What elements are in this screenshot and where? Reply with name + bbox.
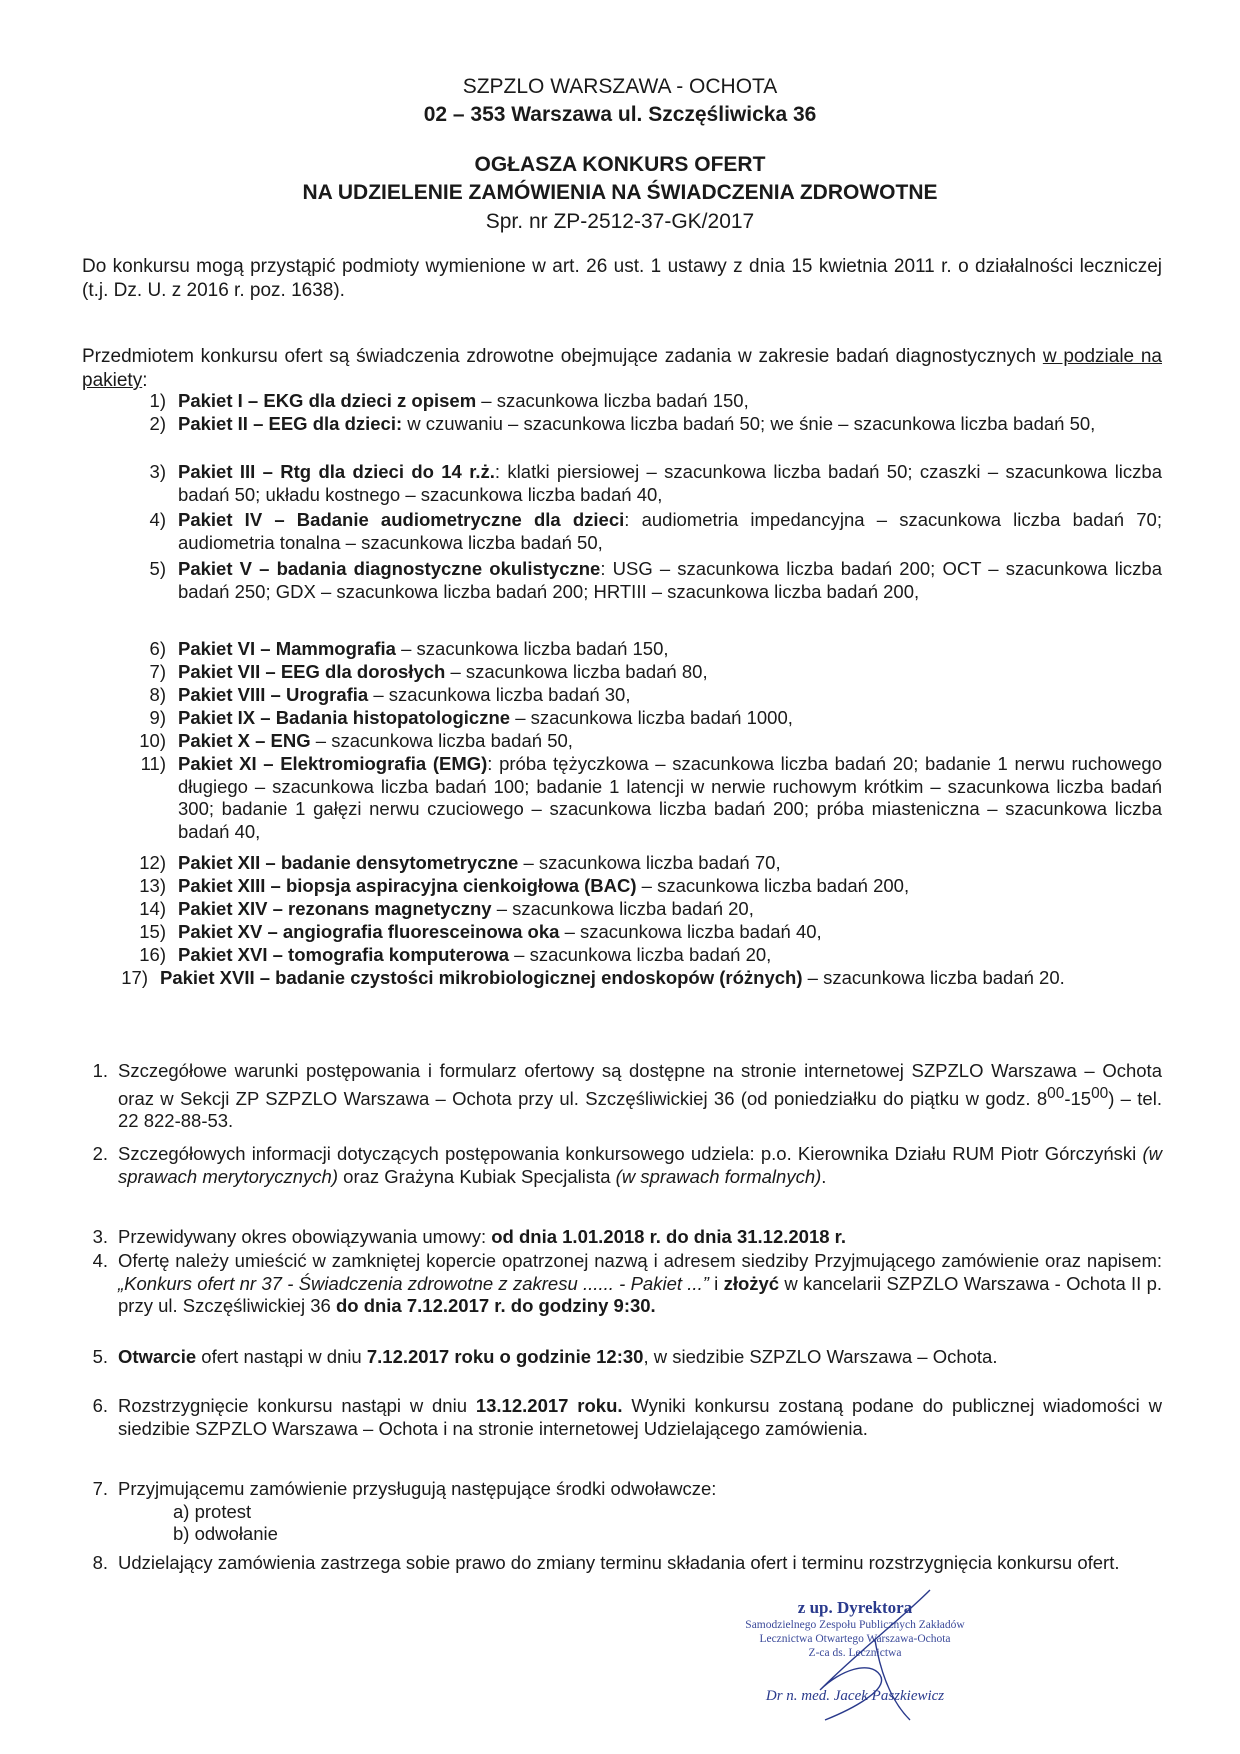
signature-org-line: Samodzielnego Zespołu Publicznych Zakładów xyxy=(745,1619,965,1631)
point-number: 7. xyxy=(92,1478,108,1499)
point-text: Wyniki konkursu zostaną podane do publicznej wiadomości w siedzibie SZPZLO Warszawa – Ochota i na stronie internetowej Udzielającego zamówienia. xyxy=(118,1395,1162,1439)
package-number: 17) xyxy=(121,967,148,988)
package-item xyxy=(149,684,1162,707)
point-number: 5. xyxy=(92,1346,108,1367)
package-name: Pakiet II – EEG dla dzieci: xyxy=(178,413,403,434)
package-details: – szacunkowa liczba badań 20, xyxy=(509,944,772,965)
package-number: 8) xyxy=(149,684,166,705)
package-details: – szacunkowa liczba badań 20. xyxy=(802,967,1065,988)
point-1 xyxy=(92,1060,1162,1133)
package-item xyxy=(139,944,1162,967)
subject-underlined: w podziale na pakiety xyxy=(82,346,1163,391)
package-name: Pakiet X – ENG xyxy=(178,730,311,751)
package-details: : USG – szacunkowa liczba badań 200; OCT – szacunkowa liczba badań 250; GDX – szacunkowa liczba badań 200; HRTIII – szacunkowa liczba badań 200, xyxy=(178,558,1162,602)
point-bold: Otwarcie xyxy=(118,1346,197,1367)
package-item xyxy=(149,707,1162,730)
point-5 xyxy=(92,1346,1162,1369)
package-details: w czuwaniu – szacunkowa liczba badań 50; we śnie – szacunkowa liczba badań 50, xyxy=(402,413,1096,434)
package-details: – szacunkowa liczba badań 80, xyxy=(445,661,708,682)
signature-title: z up. Dyrektora xyxy=(797,1598,913,1617)
package-number: 11) xyxy=(140,753,166,774)
package-number: 15) xyxy=(139,921,166,942)
point-7 xyxy=(92,1478,1162,1546)
point-number: 3. xyxy=(92,1226,108,1247)
point-text: Przyjmującemu zamówienie przysługują następujące środki odwoławcze: xyxy=(118,1478,717,1499)
point-bold: 7.12.2017 roku o godzinie 12:30 xyxy=(366,1346,644,1367)
package-name: Pakiet IX – Badania histopatologiczne xyxy=(178,707,511,728)
package-number: 12) xyxy=(139,852,166,873)
point-text: Szczegółowe warunki postępowania i formularz ofertowy są dostępne na stronie internetowej SZPZLO Warszawa – Ochota oraz w Sekcji ZP SZPZLO Warszawa – Ochota przy ul. Szczęśliwickiej 36 (od poniedziałku do piątku w godz. 8 xyxy=(118,1060,1162,1109)
package-details: – szacunkowa liczba badań 40, xyxy=(559,921,822,942)
package-number: 9) xyxy=(149,707,166,728)
package-name: Pakiet XVII – badanie czystości mikrobiologicznej endoskopów (różnych) xyxy=(160,967,803,988)
package-item xyxy=(149,390,1162,413)
package-item xyxy=(139,898,1162,921)
point-italic: „Konkurs ofert nr 37 - Świadczenia zdrowotne z zakresu ...... - Pakiet ...” xyxy=(118,1272,709,1294)
point-italic: (w sprawach formalnych) xyxy=(615,1165,822,1187)
package-number: 6) xyxy=(149,638,166,659)
package-name: Pakiet XIII – biopsja aspiracyjna cienkoigłowa (BAC) xyxy=(178,875,637,896)
point-text: Udzielający zamówienia zastrzega sobie prawo do zmiany terminu składania ofert i terminu rozstrzygnięcia konkursu ofert. xyxy=(118,1552,1120,1573)
package-name: Pakiet VII – EEG dla dorosłych xyxy=(178,661,446,682)
package-item xyxy=(121,967,1162,990)
package-name: Pakiet VI – Mammografia xyxy=(178,638,396,659)
point-text: , w siedzibie SZPZLO Warszawa – Ochota. xyxy=(643,1346,998,1367)
point-number: 6. xyxy=(92,1395,108,1416)
package-number: 14) xyxy=(139,898,166,919)
package-details: – szacunkowa liczba badań 20, xyxy=(491,898,754,919)
subject-colon: : xyxy=(142,370,148,391)
point-number: 8. xyxy=(92,1552,108,1573)
point-text: ofert nastąpi w dniu xyxy=(196,1346,367,1367)
package-details: – szacunkowa liczba badań 30, xyxy=(368,684,631,705)
package-details: : audiometria impedancyjna – szacunkowa liczba badań 70; audiometria tonalna – szacunkowa liczba badań 50, xyxy=(178,509,1162,553)
package-name: Pakiet I – EKG dla dzieci z opisem xyxy=(178,390,477,411)
package-number: 10) xyxy=(139,730,166,751)
package-item xyxy=(149,638,1162,661)
package-name: Pakiet VIII – Urografia xyxy=(178,684,369,705)
remedy-protest: a) protest xyxy=(173,1500,252,1522)
package-details: – szacunkowa liczba badań 200, xyxy=(636,875,910,896)
package-name: Pakiet III – Rtg dla dzieci do 14 r.ż. xyxy=(178,461,495,482)
signature-org-line: Z-ca ds. Lecznictwa xyxy=(808,1647,902,1659)
package-item xyxy=(139,730,1162,753)
package-name: Pakiet XIV – rezonans magnetyczny xyxy=(178,898,492,919)
package-name: Pakiet XII – badanie densytometryczne xyxy=(178,852,519,873)
package-details: – szacunkowa liczba badań 150, xyxy=(395,638,669,659)
point-text: ) – tel. 22 822-88-53. xyxy=(118,1087,1162,1132)
package-item xyxy=(140,753,1163,843)
package-item xyxy=(149,413,1162,436)
point-italic: (w sprawach merytorycznych) xyxy=(118,1143,1162,1187)
package-item xyxy=(139,852,1162,875)
package-item xyxy=(139,921,1162,944)
point-4 xyxy=(92,1250,1163,1318)
point-text: -15 xyxy=(1064,1087,1092,1109)
subject-text: Przedmiotem konkursu ofert są świadczenia zdrowotne obejmujące zadania w zakresie badań diagnostycznych xyxy=(82,346,1037,367)
package-details: – szacunkowa liczba badań 150, xyxy=(476,390,749,411)
package-number: 7) xyxy=(149,661,166,682)
point-6 xyxy=(92,1395,1162,1440)
package-details: : klatki piersiowej – szacunkowa liczba badań 50; czaszki – szacunkowa liczba badań 50; układu kostnego – szacunkowa liczba badań 40, xyxy=(178,461,1162,505)
package-name: Pakiet IV – Badanie audiometryczne dla dzieci xyxy=(178,509,625,530)
package-details: : próba tężyczkowa – szacunkowa liczba badań 20; badanie 1 nerwu ruchowego długiego – szacunkowa liczba badań 100; badanie 1 latencji w nerwie ruchowym krótkim – szacunkowa liczba badań 300; badanie 1 gałęzi nerwu czuciowego – szacunkowa liczba badań 200; próba miasteniczna – szacunkowa liczba badań 40, xyxy=(178,753,1163,842)
point-number: 2. xyxy=(92,1143,108,1164)
package-item xyxy=(149,461,1162,506)
header-institution: SZPZLO WARSZAWA - OCHOTA xyxy=(462,75,778,98)
point-sup: 00 xyxy=(1091,1084,1109,1102)
handwritten-signature-icon xyxy=(780,1580,980,1730)
point-sup: 00 xyxy=(1047,1084,1065,1102)
point-2 xyxy=(92,1143,1162,1188)
point-number: 4. xyxy=(92,1250,108,1271)
package-item xyxy=(149,509,1162,554)
point-bold: 13.12.2017 roku. xyxy=(475,1395,623,1416)
point-bold: od dnia 1.01.2018 r. do dnia 31.12.2018 r. xyxy=(491,1226,847,1247)
package-number: 2) xyxy=(149,413,166,434)
package-number: 5) xyxy=(149,558,166,579)
package-number: 1) xyxy=(149,390,166,411)
package-details: – szacunkowa liczba badań 50, xyxy=(310,730,573,751)
package-number: 16) xyxy=(139,944,166,965)
point-text: . xyxy=(821,1165,827,1187)
package-number: 3) xyxy=(149,461,166,482)
package-name: Pakiet XVI – tomografia komputerowa xyxy=(178,944,510,965)
point-bold: do dnia 7.12.2017 r. do godziny 9:30. xyxy=(335,1295,656,1316)
package-name: Pakiet XV – angiografia fluoresceinowa oka xyxy=(178,921,560,942)
point-3 xyxy=(92,1226,1162,1249)
point-8 xyxy=(92,1552,1162,1575)
point-text: w kancelarii SZPZLO Warszawa - Ochota II p. przy ul. Szczęśliwickiej 36 xyxy=(118,1272,1163,1316)
package-number: 4) xyxy=(149,509,166,530)
package-name: Pakiet V – badania diagnostyczne okulistyczne xyxy=(178,558,601,579)
package-item xyxy=(149,661,1162,684)
header-address: 02 – 353 Warszawa ul. Szczęśliwicka 36 xyxy=(423,103,817,126)
subject-paragraph xyxy=(82,345,1162,393)
point-bold: złożyć xyxy=(723,1272,780,1294)
package-item xyxy=(139,875,1162,898)
package-item xyxy=(149,558,1162,603)
package-name: Pakiet XI – Elektromiografia (EMG) xyxy=(178,753,488,774)
signature-org-line: Lecznictwa Otwartego Warszawa-Ochota xyxy=(759,1633,951,1645)
intro-paragraph: Do konkursu mogą przystąpić podmioty wymienione w art. 26 ust. 1 ustawy z dnia 15 kwietnia 2011 r. o działalności leczniczej (t.j. Dz. U. z 2016 r. poz. 1638). xyxy=(82,256,1162,301)
point-number: 1. xyxy=(92,1060,108,1081)
point-text: Rozstrzygnięcie konkursu nastąpi w dniu xyxy=(118,1395,476,1416)
header-announcement: OGŁASZA KONKURS OFERT xyxy=(474,153,766,176)
package-details: – szacunkowa liczba badań 1000, xyxy=(510,707,793,728)
signature-name: Dr n. med. Jacek Paszkiewicz xyxy=(765,1688,945,1704)
point-text: Przewidywany okres obowiązywania umowy: xyxy=(118,1226,492,1247)
point-text: Szczegółowych informacji dotyczących postępowania konkursowego udziela: p.o. Kierownika Działu RUM Piotr Górczyński xyxy=(118,1143,1143,1164)
point-text: oraz Grażyna Kubiak Specjalista xyxy=(338,1165,616,1187)
remedy-appeal: b) odwołanie xyxy=(173,1523,278,1544)
point-text: i xyxy=(708,1272,724,1294)
header-subject: NA UDZIELENIE ZAMÓWIENIA NA ŚWIADCZENIA ZDROWOTNE xyxy=(302,181,938,204)
package-number: 13) xyxy=(139,875,166,896)
package-details: – szacunkowa liczba badań 70, xyxy=(518,852,781,873)
header-case-number: Spr. nr ZP-2512-37-GK/2017 xyxy=(485,210,755,233)
point-text: Ofertę należy umieścić w zamkniętej kopercie opatrzonej nazwą i adresem siedziby Przyjmującego zamówienie oraz napisem: xyxy=(118,1250,1162,1271)
